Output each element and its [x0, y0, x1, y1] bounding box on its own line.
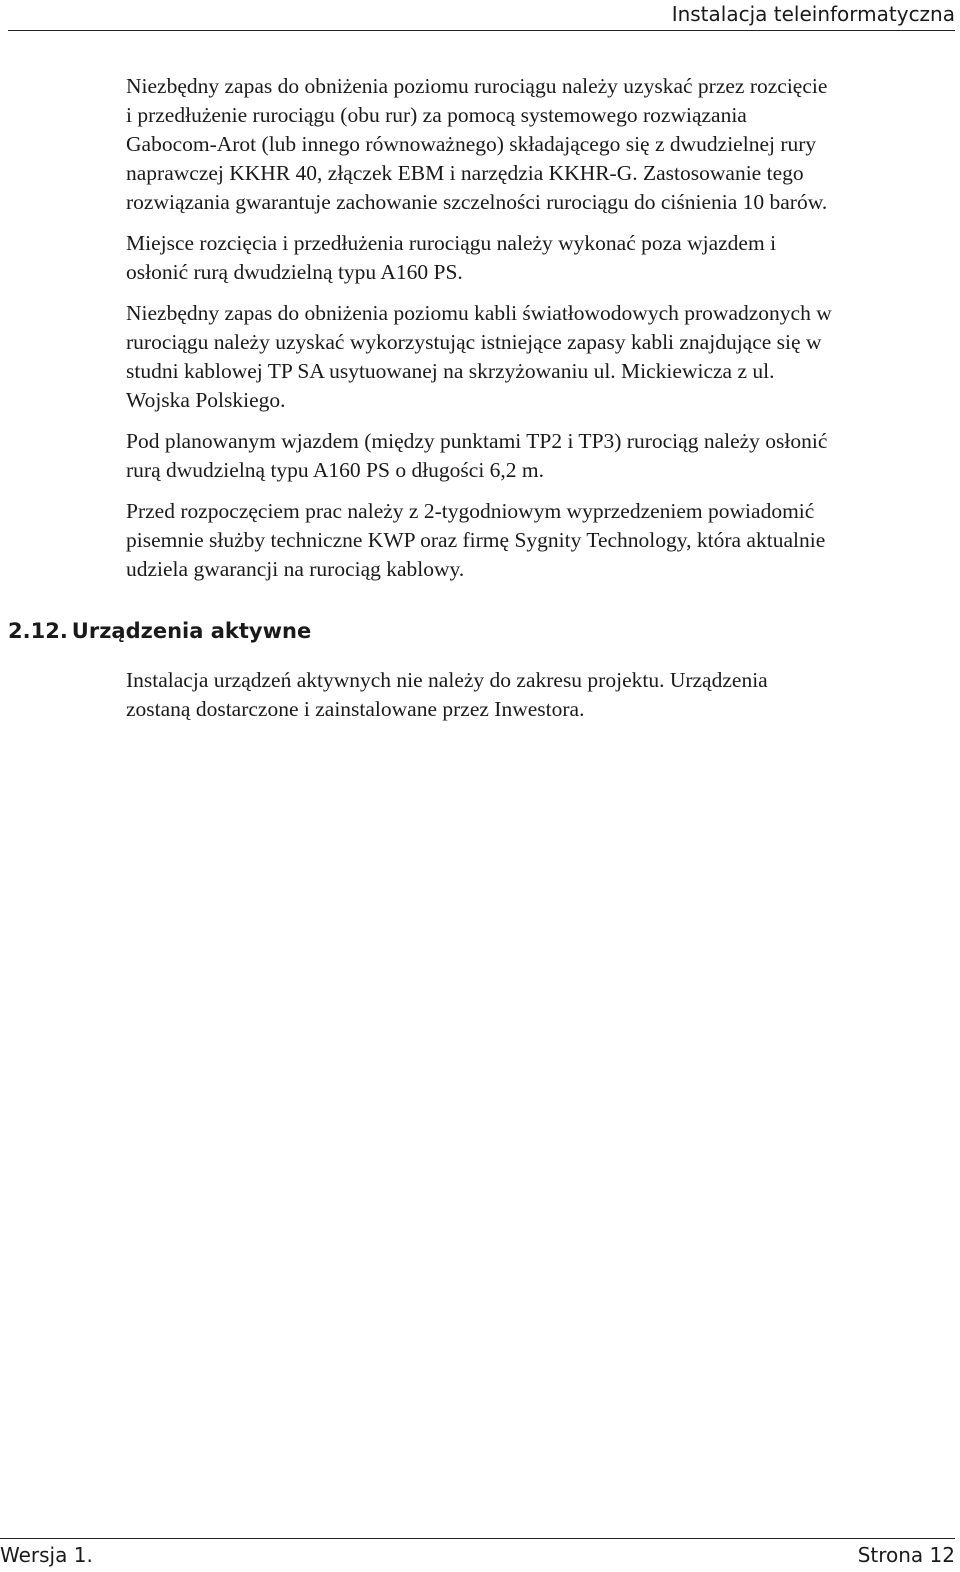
text-line: Gabocom-Arot (lub innego równoważnego) składającego się z dwudzielnej rury — [126, 132, 817, 156]
page-footer — [0, 1538, 955, 1572]
document-title: Instalacja teleinformatyczna — [671, 2, 955, 26]
text-line: Przed rozpoczęciem prac należy z 2-tygodniowym wyprzedzeniem powiadomić — [126, 499, 815, 523]
paragraph-2 — [126, 229, 956, 287]
text-line: Wojska Polskiego. — [126, 388, 286, 412]
text-line: rurą dwudzielną typu A160 PS o długości 6,2 m. — [126, 458, 545, 482]
version-label: Wersja 1. — [0, 1543, 93, 1567]
section-paragraph-1 — [126, 666, 956, 724]
text-line: rozwiązania gwarantuje zachowanie szczelności rurociągu do ciśnienia 10 barów. — [126, 190, 828, 214]
text-line: naprawczej KKHR 40, złączek EBM i narzędzia KKHR-G. Zastosowanie tego — [126, 161, 804, 185]
section-number: 2.12. — [8, 619, 68, 643]
text-line: i przedłużenie rurociągu (obu rur) za pomocą systemowego rozwiązania — [126, 103, 747, 127]
text-line: Instalacja urządzeń aktywnych nie należy do zakresu projektu. Urządzenia — [126, 668, 768, 692]
text-line: osłonić rurą dwudzielną typu A160 PS. — [126, 260, 463, 284]
text-line: Niezbędny zapas do obniżenia poziomu kabli światłowodowych prowadzonych w — [126, 301, 832, 325]
page-header — [8, 0, 955, 31]
text-line: studni kablowej TP SA usytuowanej na skrzyżowaniu ul. Mickiewicza z ul. — [126, 359, 775, 383]
paragraph-3 — [126, 299, 956, 415]
paragraph-4 — [126, 427, 956, 485]
paragraph-1 — [126, 72, 956, 217]
text-line: udziela gwarancji na rurociąg kablowy. — [126, 557, 465, 581]
page-number: Strona 12 — [857, 1543, 955, 1567]
text-line: rurociągu należy uzyskać wykorzystując istniejące zapasy kabli znajdujące się w — [126, 330, 822, 354]
text-line: pisemnie służby techniczne KWP oraz firmę Sygnity Technology, która aktualnie — [126, 528, 826, 552]
text-line: Pod planowanym wjazdem (między punktami TP2 i TP3) rurociąg należy osłonić — [126, 429, 828, 453]
section-heading — [8, 617, 311, 645]
text-line: Miejsce rozcięcia i przedłużenia rurociągu należy wykonać poza wjazdem i — [126, 231, 777, 255]
text-line: Niezbędny zapas do obniżenia poziomu rurociągu należy uzyskać przez rozcięcie — [126, 74, 828, 98]
section-title: Urządzenia aktywne — [71, 619, 312, 643]
text-line: zostaną dostarczone i zainstalowane przez Inwestora. — [126, 697, 585, 721]
paragraph-5 — [126, 497, 956, 584]
